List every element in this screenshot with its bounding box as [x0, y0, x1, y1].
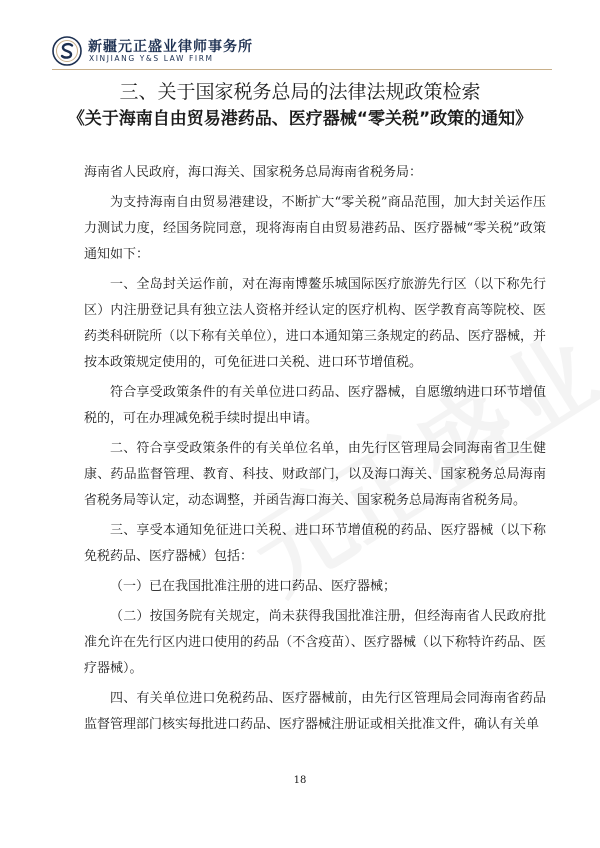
list-item-paragraph: （一）已在我国批准注册的进口药品、医疗器械； — [110, 579, 397, 594]
list-item-paragraph: （二）按国务院有关规定，尚未获得我国批准注册，但经海南省人民政府批准允许在先行区内进口使用的药品（不含疫苗）、医疗器械（以下称特许药品、医疗器械）。 — [84, 609, 546, 676]
body-paragraph: 二、符合享受政策条件的有关单位名单，由先行区管理局会同海南省卫生健康、药品监督管理、教育、科技、财政部门，以及海口海关、国家税务总局海南省税务局等认定，动态调整，并函告海口海关、国家税务总局海南省税务局。 — [84, 441, 546, 508]
firm-name-en: XINJIANG Y&S LAW FIRM — [89, 54, 214, 63]
firm-name-cn: 新疆元正盛业律师事务所 — [88, 39, 253, 55]
body-paragraph: 为支持海南自由贸易港建设，不断扩大“零关税”商品范围，加大封关运作压力测试力度，经国务院同意，现将海南自由贸易港药品、医疗器械“零关税”政策通知如下： — [84, 195, 546, 262]
page-number: 18 — [293, 775, 307, 786]
body-paragraph: 三、享受本通知免征进口关税、进口环节增值税的药品、医疗器械（以下称免税药品、医疗器械）包括： — [84, 523, 546, 564]
firm-logo-icon — [52, 36, 82, 66]
body-paragraph: 一、全岛封关运作前，对在海南博鳌乐城国际医疗旅游先行区（以下称先行区）内注册登记具有独立法人资格并经认定的医疗机构、医学教育高等院校、医药类科研院所（以下称有关单位），进口本通知第三条规定的药品、医疗器械，并按本政策规定使用的，可免征进口关税、进口环节增值税。 — [84, 277, 546, 370]
header-divider — [52, 69, 552, 70]
addressee-paragraph: 海南省人民政府，海口海关、国家税务总局海南省税务局： — [84, 165, 423, 180]
section-title: 三、关于国家税务总局的法律法规政策检索 — [119, 81, 481, 103]
document-body — [84, 160, 546, 742]
notice-title: 《关于海南自由贸易港药品、医疗器械“零关税”政策的通知》 — [67, 109, 533, 129]
letterhead — [52, 34, 352, 68]
body-paragraph: 符合享受政策条件的有关单位进口药品、医疗器械，自愿缴纳进口环节增值税的，可在办理减免税手续时提出申请。 — [84, 385, 546, 426]
body-paragraph: 四、有关单位进口免税药品、医疗器械前，由先行区管理局会同海南省药品监督管理部门核实每批进口药品、医疗器械注册证或相关批准文件，确认有关单 — [84, 691, 546, 732]
